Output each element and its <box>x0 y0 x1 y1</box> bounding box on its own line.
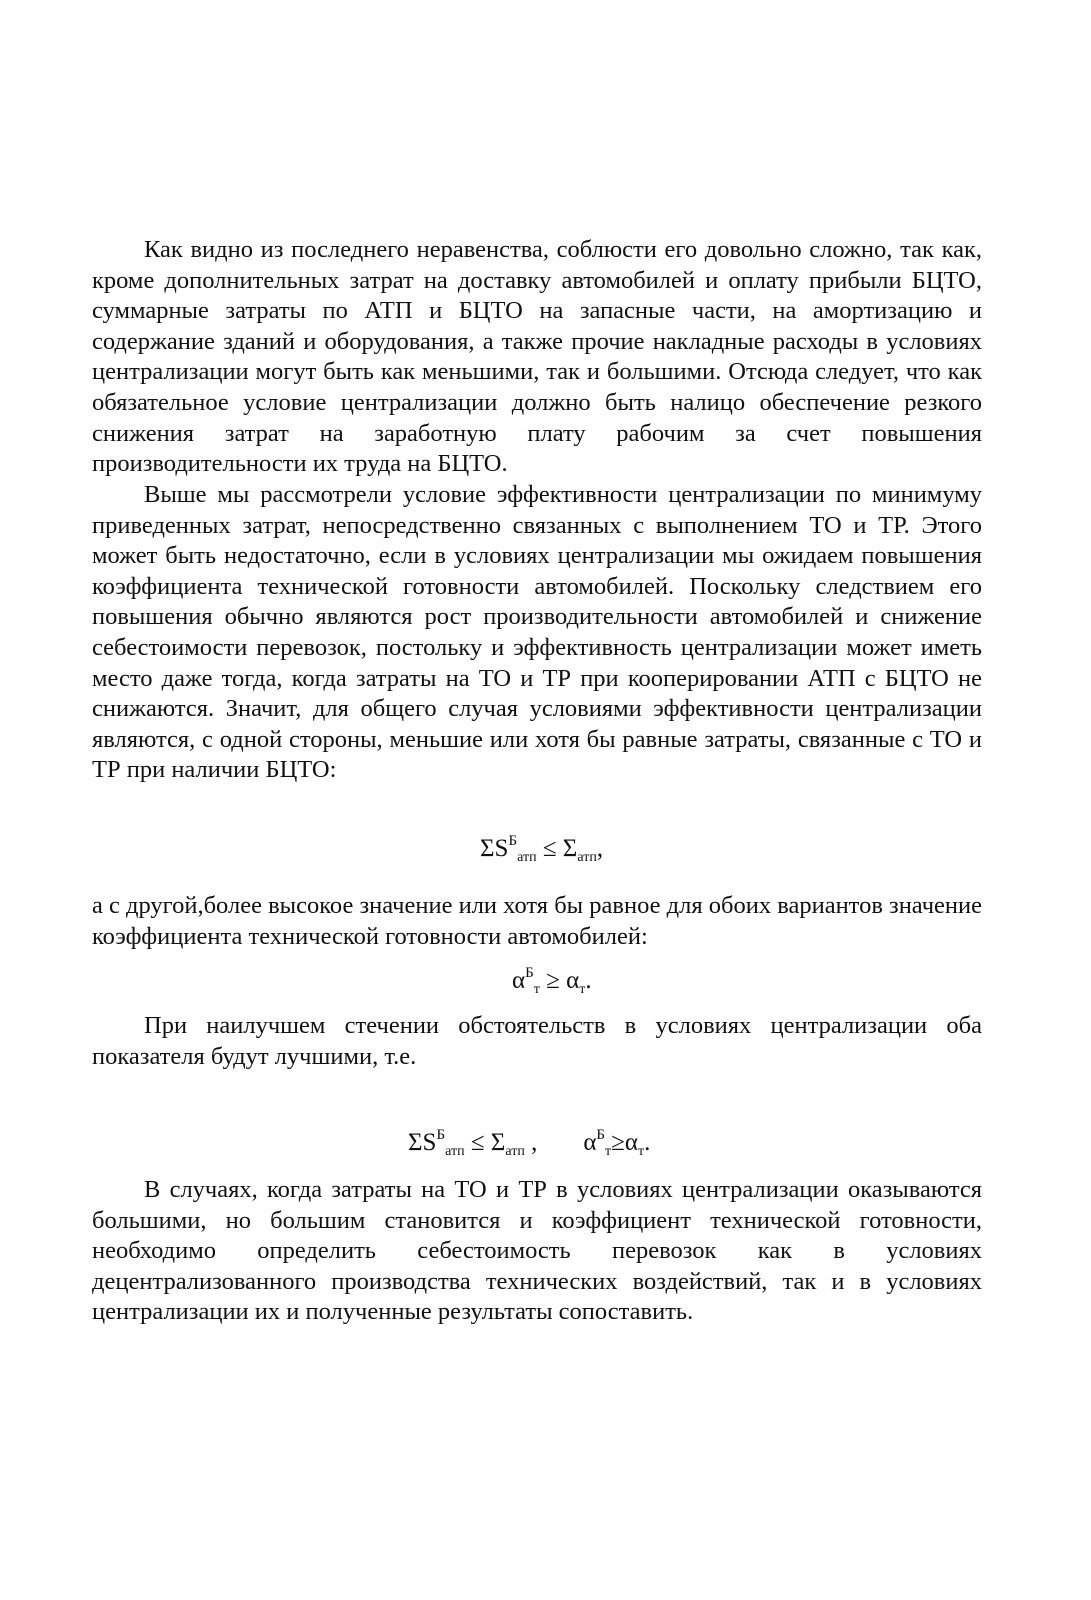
formula-3a-rhs-sub: атп <box>505 1144 525 1159</box>
formula-3b-sup: Б <box>596 1127 606 1143</box>
formula-2-lhs-sup: Б <box>525 965 534 981</box>
formula-3b-tail: . <box>644 1129 651 1156</box>
formula-combined-inequalities <box>408 1120 650 1167</box>
formula-1-tail: , <box>596 835 604 862</box>
formula-3a-sub: атп <box>445 1144 465 1159</box>
formula-1-rhs-sub: атп <box>577 850 597 865</box>
formula-3a-sup: Б <box>436 1127 446 1143</box>
formula-3a-op: ≤ Σ <box>464 1129 506 1156</box>
formula-3b-lhs: α <box>583 1129 597 1156</box>
formula-2-op: ≥ α <box>539 967 580 994</box>
formula-1-lhs-sub: атп <box>517 850 537 865</box>
formula-3b-sub: т <box>605 1144 612 1159</box>
formula-2-lhs: α <box>512 967 526 994</box>
formula-readiness-inequality <box>512 958 592 1005</box>
formula-1-lhs-sup: Б <box>508 833 518 849</box>
formula-3b-rhs-sub: т <box>638 1144 645 1159</box>
formula-3a-tail: , <box>524 1129 538 1156</box>
formula-3a-lhs: ΣS <box>408 1129 437 1156</box>
paragraph-3: а с другой,более высокое значение или хотя бы равное для обоих вариантов значение коэффициента технической готовности автомобилей: <box>92 892 982 950</box>
formula-2-rhs-sub: т <box>579 982 586 997</box>
formula-2-tail: . <box>585 967 592 994</box>
paragraph-2: Выше мы рассмотрели условие эффективности централизации по минимуму приведенных затрат, непосредственно связанных с выполнением ТО и ТР. Этого может быть недостаточно, если в условиях централизации мы ожидаем повышения коэффициента технической готовности автомобилей. Поскольку следствием его повышения обычно являются рост производительности автомобилей и снижение себестоимости перевозок, постольку и эффективность централизации может иметь место даже тогда, когда затраты на ТО и ТР при кооперировании АТП с БЦТО не снижаются. Значит, для общего случая условиями эффективности централизации являются, с одной стороны, меньшие или хотя бы равные затраты, связанные с ТО и ТР при наличии БЦТО: <box>92 481 982 784</box>
formula-2-lhs-sub: т <box>533 982 540 997</box>
formula-1-op: ≤ Σ <box>536 835 578 862</box>
paragraph-5: В случаях, когда затраты на ТО и ТР в условиях централизации оказываются большими, но большим становится и коэффициент технической готовности, необходимо определить себестоимость перевозок как в условиях децентрализованного производства технических воздействий, так и в условиях централизации их и полученные результаты сопоставить. <box>92 1176 982 1326</box>
formula-3b-op: ≥α <box>611 1129 638 1156</box>
formula-1-lhs: ΣS <box>480 835 509 862</box>
paragraph-1: Как видно из последнего неравенства, соблюсти его довольно сложно, так как, кроме дополнительных затрат на доставку автомобилей и оплату прибыли БЦТО, суммарные затраты по АТП и БЦТО на запасные части, на амортизацию и содержание зданий и оборудования, а также прочие накладные расходы в условиях централизации могут быть как меньшими, так и большими. Отсюда следует, что как обязательное условие централизации должно быть налицо обеспечение резкого снижения затрат на заработную плату рабочим за счет повышения производительности их труда на БЦТО. <box>92 236 982 478</box>
formula-cost-inequality <box>480 826 603 873</box>
paragraph-4: При наилучшем стечении обстоятельств в условиях централизации оба показателя будут лучшими, т.е. <box>92 1012 982 1070</box>
